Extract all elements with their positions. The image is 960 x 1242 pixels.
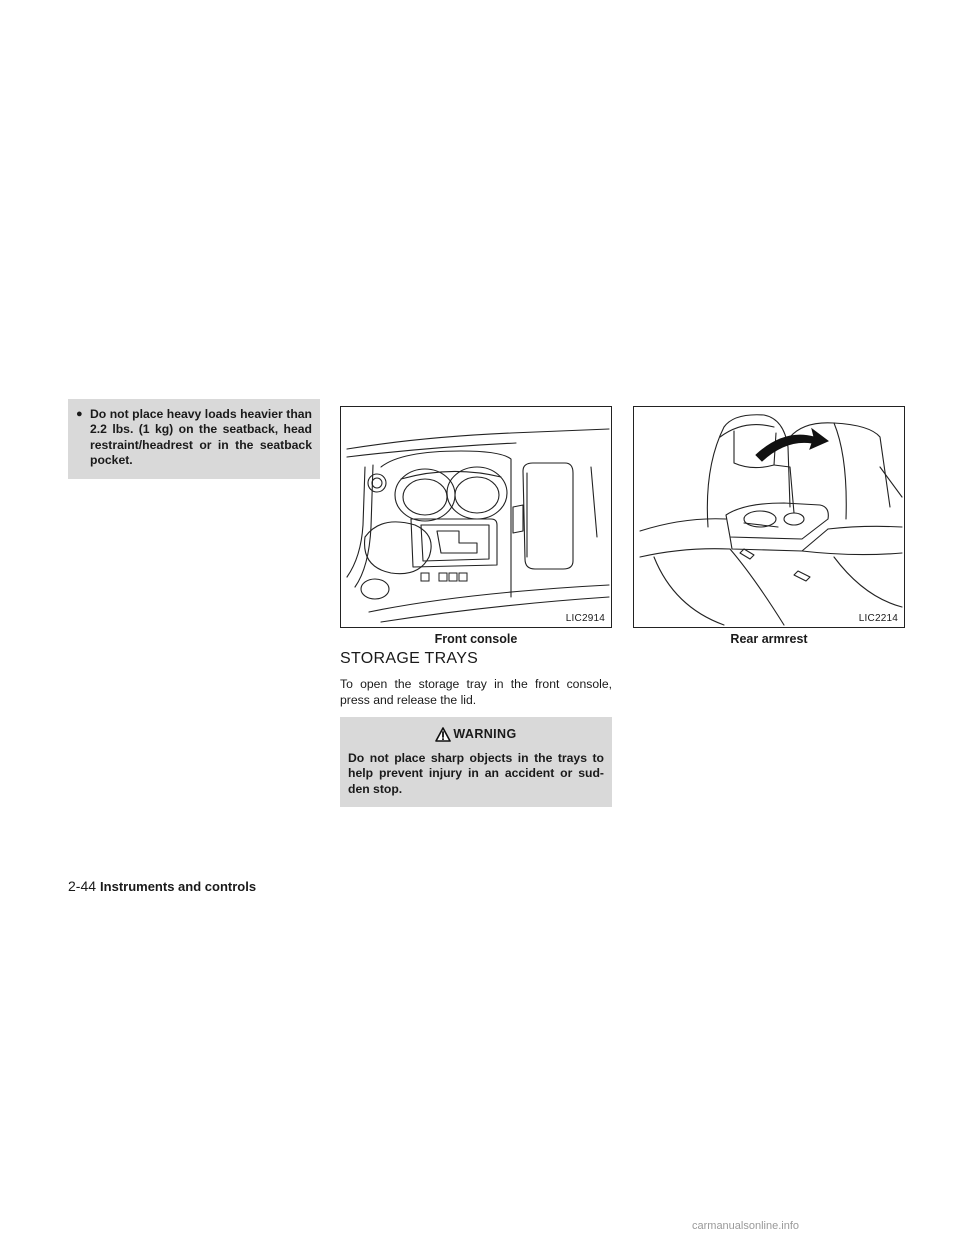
rear-armrest-figure <box>633 406 905 628</box>
warning-heading <box>348 723 604 745</box>
watermark: carmanualsonline.info <box>692 1220 800 1232</box>
warning-label: WARNING <box>453 727 517 741</box>
section-body: To open the storage tray in the front console, press and release the lid. <box>340 677 612 707</box>
section-title: STORAGE TRAYS <box>340 650 479 667</box>
rotate-arrow-icon <box>756 429 828 461</box>
rear-armrest-caption: Rear armrest <box>730 632 808 646</box>
figure-code: LIC2214 <box>858 613 898 624</box>
rear-armrest-illustration <box>634 407 904 627</box>
front-console-figure <box>340 406 612 628</box>
front-console-caption: Front console <box>434 632 518 646</box>
warning-triangle-icon <box>435 727 451 742</box>
front-console-illustration <box>341 407 611 627</box>
caution-text: Do not place heavy loads heavier than 2.2 lbs. (1 kg) on the seatback, head restraint/headrest or in the seatback pocket. <box>90 407 312 468</box>
warning-text: Do not place sharp objects in the trays to help prevent injury in an accident or sud-den stop. <box>348 751 604 796</box>
page-number: 2-44 <box>68 878 97 894</box>
caution-item <box>76 407 312 469</box>
chapter-title: Instruments and controls <box>100 879 257 894</box>
page-footer <box>68 878 256 894</box>
caution-box <box>68 399 320 479</box>
warning-box <box>340 717 612 807</box>
bullet-icon: ● <box>76 408 83 420</box>
figure-code: LIC2914 <box>565 613 605 624</box>
